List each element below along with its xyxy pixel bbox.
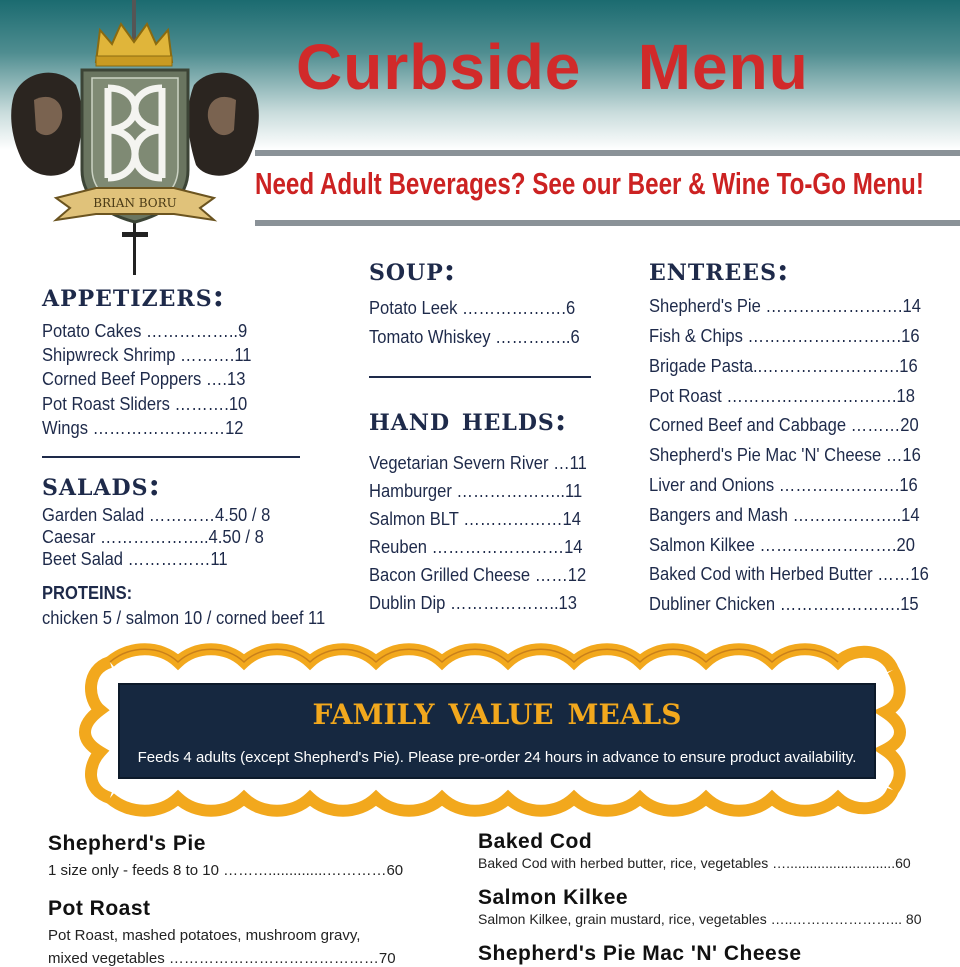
family-meal-desc: Pot Roast, mashed potatoes, mushroom gravy, xyxy=(48,927,361,944)
menu-item: Potato Cakes ……………..9 xyxy=(42,321,248,341)
proteins-label: PROTEINS: xyxy=(42,583,133,603)
section-divider xyxy=(42,456,300,458)
menu-item: Bacon Grilled Cheese ……12 xyxy=(369,565,587,585)
menu-item: Vegetarian Severn River …11 xyxy=(369,453,587,473)
family-meal-name: Pot Roast xyxy=(48,897,151,920)
menu-item: Fish & Chips ……………………….16 xyxy=(649,326,920,346)
menu-item: Shepherd's Pie Mac 'N' Cheese …16 xyxy=(649,445,921,465)
family-value-meals-subtitle: Feeds 4 adults (except Shepherd's Pie). Please pre-order 24 hours in advance to ensure product availability. xyxy=(137,749,857,766)
appetizers-heading: appetizers: xyxy=(42,278,226,314)
handhelds-heading: hand helds: xyxy=(369,402,568,438)
menu-item: Hamburger ………………..11 xyxy=(369,481,583,501)
proteins-list: chicken 5 / salmon 10 / corned beef 11 xyxy=(42,608,326,628)
menu-item: Shipwreck Shrimp ……….11 xyxy=(42,345,252,365)
menu-item: Corned Beef and Cabbage ………20 xyxy=(649,415,919,435)
beverage-banner[interactable]: Need Adult Beverages? See our Beer & Wine To-Go Menu! xyxy=(255,166,924,201)
menu-item: Dubliner Chicken ………………….15 xyxy=(649,594,919,614)
menu-item: Wings ……………………12 xyxy=(42,418,244,438)
menu-item: Baked Cod with Herbed Butter ……16 xyxy=(649,564,929,584)
menu-item: Salmon Kilkee …………………….20 xyxy=(649,535,915,555)
menu-item: Caesar ………………..4.50 / 8 xyxy=(42,527,264,547)
salads-heading: salads: xyxy=(42,467,161,503)
logo-ribbon-text: BRIAN BORU xyxy=(93,196,177,210)
menu-item: Corned Beef Poppers ….13 xyxy=(42,369,246,389)
family-meal-desc: 1 size only - feeds 8 to 10 ………..............…………60 xyxy=(48,862,404,879)
menu-item: Salmon BLT ………………14 xyxy=(369,509,581,529)
menu-item: Dublin Dip ………………..13 xyxy=(369,593,577,613)
menu-item: Garden Salad …………4.50 / 8 xyxy=(42,505,271,525)
menu-item: Brigade Pasta..…………………….16 xyxy=(649,356,918,376)
menu-item: Potato Leek ……………….6 xyxy=(369,298,576,318)
page-title: Curbside Menu xyxy=(296,31,809,103)
menu-item: Reuben ……………………14 xyxy=(369,537,583,557)
header-rule-bottom xyxy=(255,220,960,226)
family-meal-name: Baked Cod xyxy=(478,830,593,853)
entrees-heading: entrees: xyxy=(649,252,790,288)
family-meal-name: Salmon Kilkee xyxy=(478,886,629,909)
family-meal-desc: Salmon Kilkee, grain mustard, rice, vegetables …..…………………... 80 xyxy=(478,911,922,927)
brian-boru-crest-logo xyxy=(4,0,266,275)
menu-item: Bangers and Mash ………………..14 xyxy=(649,505,920,525)
soup-heading: soup: xyxy=(369,252,457,288)
family-meal-name: Shepherd's Pie xyxy=(48,832,206,855)
family-value-meals-panel xyxy=(118,683,876,779)
menu-item: Tomato Whiskey …………..6 xyxy=(369,327,580,347)
family-meal-name: Shepherd's Pie Mac 'N' Cheese xyxy=(478,942,802,965)
menu-item: Pot Roast ………………………….18 xyxy=(649,386,915,406)
menu-item: Shepherd's Pie …………………….14 xyxy=(649,296,921,316)
family-value-meals-title: family value meals xyxy=(312,687,682,734)
menu-item: Beet Salad ……………11 xyxy=(42,549,228,569)
section-divider xyxy=(369,376,591,378)
menu-item: Liver and Onions ………………….16 xyxy=(649,475,918,495)
header-rule-top xyxy=(255,150,960,156)
family-meal-desc: Baked Cod with herbed butter, rice, vegetables …............................60 xyxy=(478,855,911,871)
family-meal-desc: mixed vegetables ……………………………………70 xyxy=(48,950,396,967)
menu-item: Pot Roast Sliders ……….10 xyxy=(42,394,248,414)
